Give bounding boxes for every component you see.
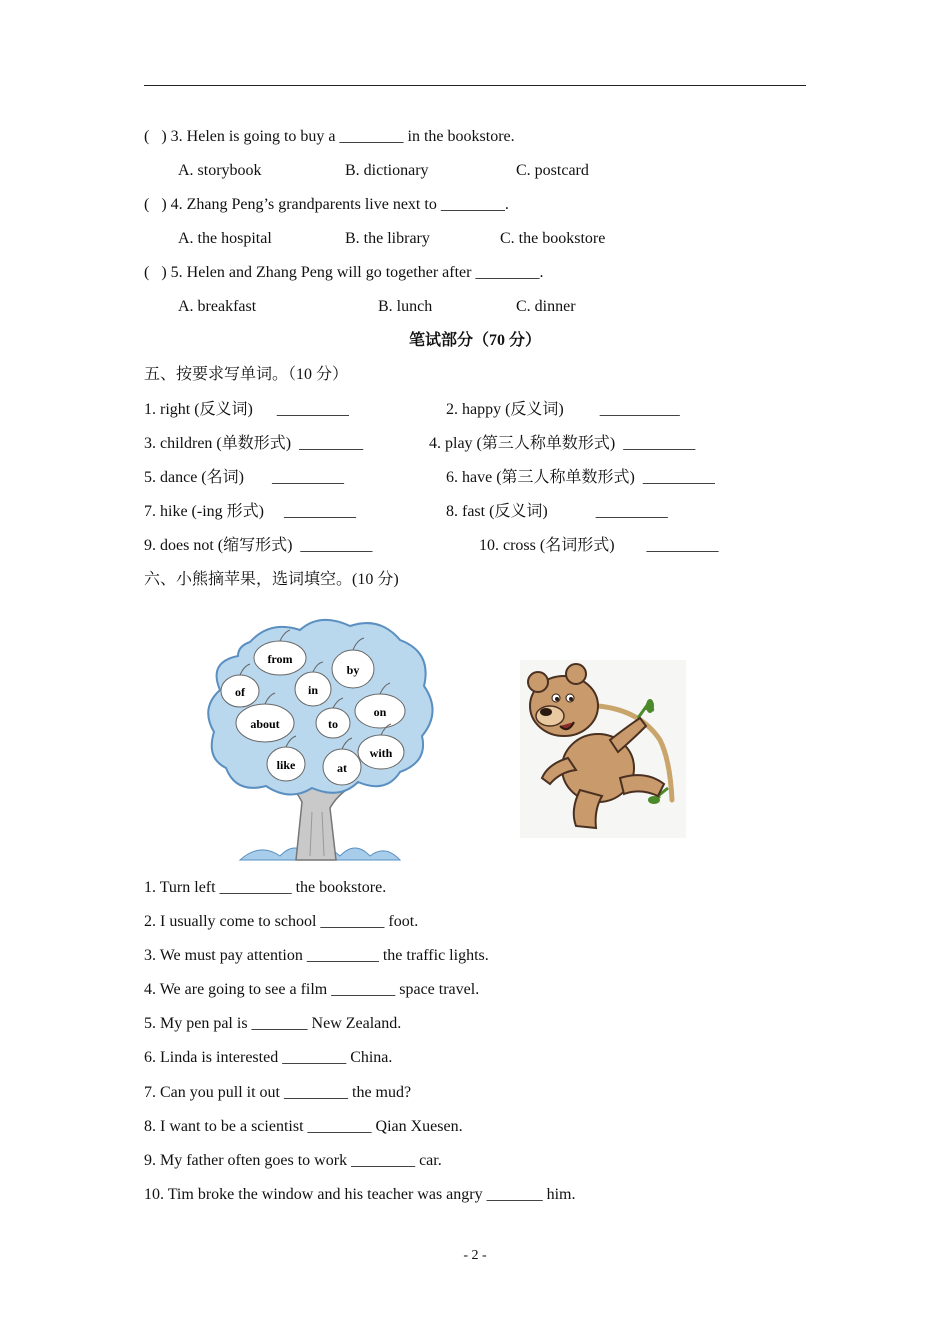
- q4-option-c: C. the bookstore: [500, 230, 606, 247]
- part5-item: 10. cross (名词形式) _________: [479, 537, 719, 554]
- part5-item: 6. have (第三人称单数形式) _________: [446, 469, 715, 486]
- written-section-title: 笔试部分（70 分）: [408, 332, 541, 349]
- part6-sentence: 2. I usually come to school ________ foot.: [144, 913, 419, 930]
- q3-option-a: A. storybook: [178, 162, 262, 179]
- part6-sentence: 8. I want to be a scientist ________ Qian Xuesen.: [144, 1118, 463, 1135]
- word-label: in: [307, 683, 319, 697]
- part6-sentence: 3. We must pay attention _________ the traffic lights.: [144, 947, 489, 964]
- bear-illustration: [520, 660, 686, 838]
- part5-item: 1. right (反义词) _________: [144, 401, 349, 418]
- word-label: to: [328, 717, 338, 731]
- part6-sentence: 6. Linda is interested ________ China.: [144, 1049, 393, 1066]
- q5-option-c: C. dinner: [516, 298, 576, 315]
- part5-item: 4. play (第三人称单数形式) _________: [429, 435, 696, 452]
- part6-sentence: 7. Can you pull it out ________ the mud?: [144, 1084, 412, 1101]
- part5-title: 五、按要求写单词。（10 分）: [144, 366, 349, 383]
- word-label: by: [346, 663, 360, 677]
- word-label: with: [369, 746, 393, 760]
- q3-option-c: C. postcard: [516, 162, 589, 179]
- part5-item: 9. does not (缩写形式) _________: [144, 537, 373, 554]
- part6-sentence: 9. My father often goes to work ________ car.: [144, 1152, 442, 1169]
- part5-item: 7. hike (-ing 形式) _________: [144, 503, 356, 520]
- part5-item: 5. dance (名词) _________: [144, 469, 344, 486]
- part6-title: 六、小熊摘苹果，选词填空。(10 分): [144, 571, 399, 588]
- word-label: on: [373, 705, 387, 719]
- q5-option-b: B. lunch: [378, 298, 433, 315]
- q4-option-a: A. the hospital: [178, 230, 272, 247]
- question-4: ( ) 4. Zhang Peng’s grandparents live next to ________.: [144, 196, 509, 213]
- apple-tree-illustration: [200, 612, 450, 866]
- part5-item: 3. children (单数形式) ________: [144, 435, 364, 452]
- part5-item: 2. happy (反义词) __________: [446, 401, 680, 418]
- part6-sentence: 1. Turn left _________ the bookstore.: [144, 879, 387, 896]
- question-3: ( ) 3. Helen is going to buy a ________ in the bookstore.: [144, 128, 515, 145]
- q3-option-b: B. dictionary: [345, 162, 429, 179]
- word-label: from: [267, 652, 293, 666]
- question-5: ( ) 5. Helen and Zhang Peng will go together after ________.: [144, 264, 544, 281]
- part6-sentence: 10. Tim broke the window and his teacher was angry _______ him.: [144, 1186, 576, 1203]
- part6-sentence: 4. We are going to see a film ________ space travel.: [144, 981, 480, 998]
- page-number: - 2 -: [463, 1248, 487, 1263]
- word-label: of: [235, 685, 245, 699]
- header-rule: [144, 85, 806, 86]
- q4-option-b: B. the library: [345, 230, 430, 247]
- part5-item: 8. fast (反义词) _________: [446, 503, 668, 520]
- q5-option-a: A. breakfast: [178, 298, 257, 315]
- word-label: like: [276, 758, 296, 772]
- word-label: at: [337, 761, 347, 775]
- part6-sentence: 5. My pen pal is _______ New Zealand.: [144, 1015, 402, 1032]
- word-label: about: [250, 717, 280, 731]
